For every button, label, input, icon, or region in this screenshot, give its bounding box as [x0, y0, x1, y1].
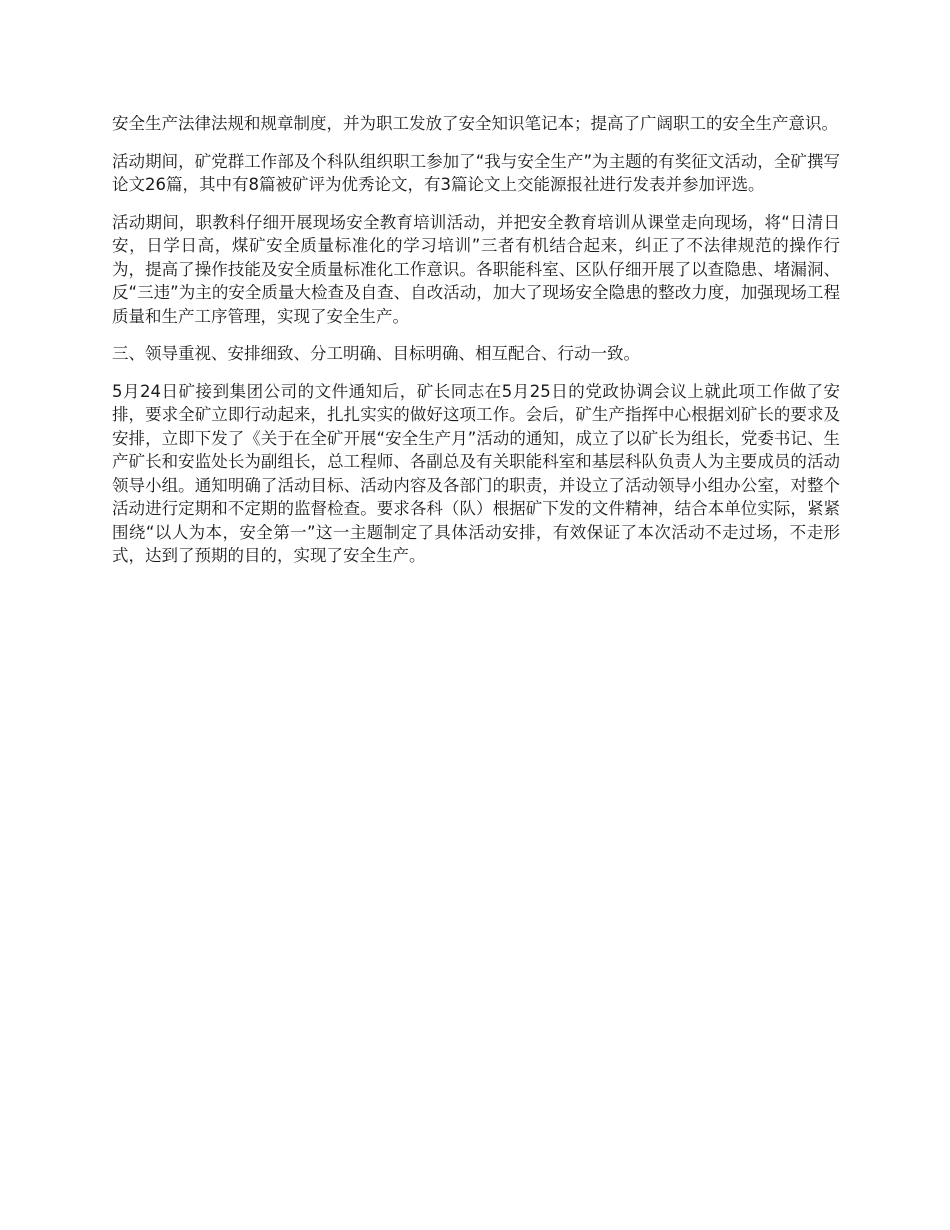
- paragraph-5: 5月24日矿接到集团公司的文件通知后，矿长同志在5月25日的党政协调会议上就此项工作做了安排，要求全矿立即行动起来，扎扎实实的做好这项工作。会后，矿生产指挥中心根据刘矿长的要求及安排，立即下发了《关于在全矿开展“安全生产月”活动的通知，成立了以矿长为组长，党委书记、生产矿长和安监处长为副组长，总工程师、各副总及有关职能科室和基层科队负责人为主要成员的活动领导小组。通知明确了活动目标、活动内容及各部门的职责，并设立了活动领导小组办公室，对整个活动进行定期和不定期的监督检查。要求各科（队）根据矿下发的文件精神，结合本单位实际，紧紧围绕“以人为本，安全第一”这一主题制定了具体活动安排，有效保证了本次活动不走过场，不走形式，达到了预期的目的，实现了安全生产。: [112, 381, 840, 565]
- paragraph-3: 活动期间，职教科仔细开展现场安全教育培训活动，并把安全教育培训从课堂走向现场，将“日清日安，日学日高，煤矿安全质量标准化的学习培训”三者有机结合起来，纠正了不法律规范的操作行为，提高了操作技能及安全质量标准化工作意识。各职能科室、区队仔细开展了以查隐患、堵漏洞、反“三违”为主的安全质量大检查及自查、自改活动，加大了现场安全隐患的整改力度，加强现场工程质量和生产工序管理，实现了安全生产。: [112, 212, 840, 326]
- paragraph-2: 活动期间，矿党群工作部及个科队组织职工参加了“我与安全生产”为主题的有奖征文活动，全矿撰写论文26篇，其中有8篇被矿评为优秀论文，有3篇论文上交能源报社进行发表并参加评选。: [112, 151, 840, 194]
- paragraph-1: 安全生产法律法规和规章制度，并为职工发放了安全知识笔记本；提高了广阔职工的安全生产意识。: [112, 114, 838, 133]
- section-heading-3: 三、领导重视、安排细致、分工明确、目标明确、相互配合、行动一致。: [112, 344, 640, 363]
- document-body: [112, 112, 840, 582]
